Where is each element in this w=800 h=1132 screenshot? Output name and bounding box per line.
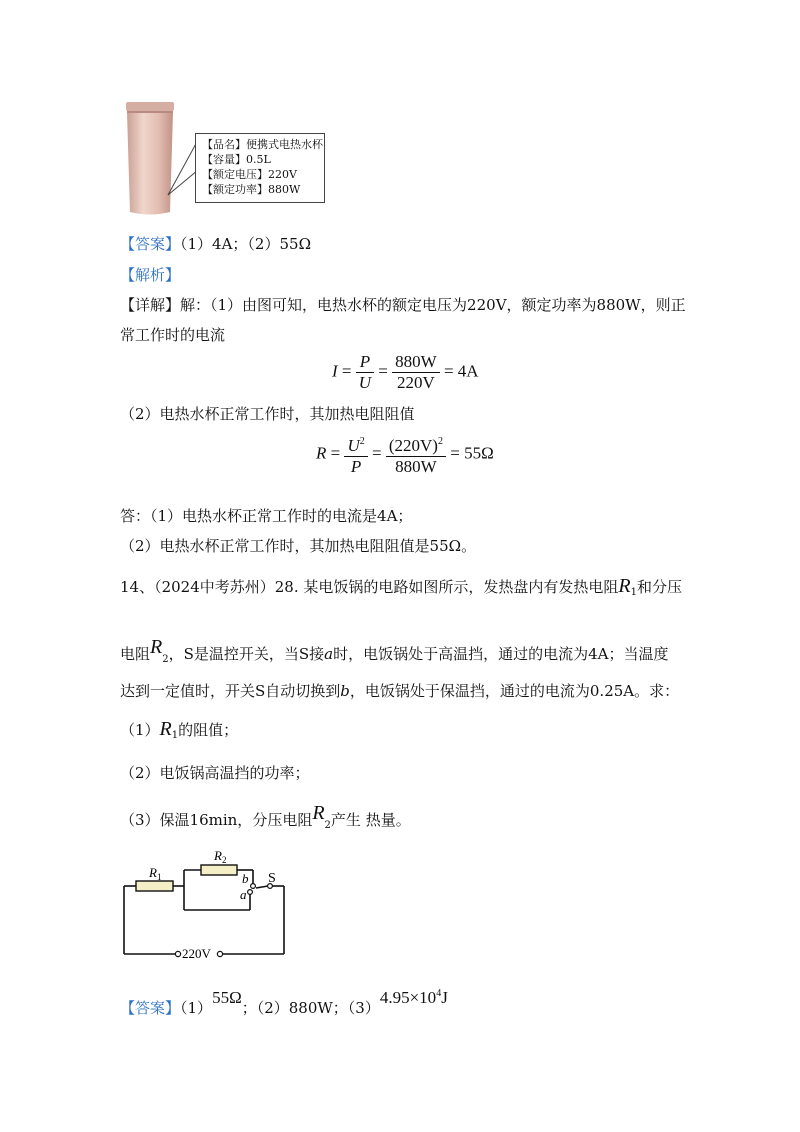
eq-denominator: 220V <box>397 373 435 392</box>
q13-answer-line <box>120 233 311 254</box>
r1-subscript: 1 <box>171 730 179 741</box>
q14-intro-text: 和分压 <box>636 578 682 596</box>
answer-value <box>380 988 448 1007</box>
eq-numerator: 880W <box>392 352 440 373</box>
reply-line-1: 答：（1）电热水杯正常工作时的电流是4A； <box>120 507 413 525</box>
fraction <box>386 432 446 477</box>
r1-symbol: R <box>159 718 172 740</box>
detail-label: 【详解】 <box>120 296 181 314</box>
r1-symbol: R <box>618 575 631 597</box>
eq-numerator: P <box>356 352 374 373</box>
r1-subscript: 1 <box>630 587 637 598</box>
eq-numerator: U <box>347 436 360 455</box>
q14-line-3 <box>120 680 679 701</box>
q14-question-1 <box>120 718 238 741</box>
source-label: 220V <box>182 946 211 961</box>
detail-line-1 <box>120 294 686 315</box>
product-spec-callout <box>195 133 325 203</box>
eq-result: 55Ω <box>464 443 494 463</box>
resistor-r1 <box>136 881 173 891</box>
eq-denominator: P <box>350 457 362 476</box>
fraction <box>356 352 374 393</box>
q14-text: ，电饭锅处于保温挡，通过的电流为0.25A。求： <box>349 682 680 700</box>
q14-answer-line <box>120 988 448 1018</box>
q14-text: 电阻 <box>120 645 151 663</box>
resistor-r2 <box>201 865 237 875</box>
eq-result: 4A <box>457 361 479 381</box>
detail-line-2: 常工作时的电流 <box>120 326 226 344</box>
eq-symbol: R <box>316 443 327 463</box>
r1-label: $R_1$ <box>149 865 162 882</box>
fraction <box>344 432 367 477</box>
answer-exponent: 4 <box>436 988 442 999</box>
eq-exponent: 2 <box>437 436 443 447</box>
eq-denominator: 880W <box>395 457 437 476</box>
eq-denominator: U <box>358 373 372 392</box>
fraction <box>392 352 440 393</box>
r2-symbol: R <box>312 802 325 824</box>
callout-line: 【额定电压】220V <box>202 168 297 181</box>
eq-symbol: I <box>332 361 338 381</box>
r2-subscript: 2 <box>324 820 331 831</box>
q14-text: ，S是温控开关，当S接 <box>168 645 325 663</box>
answer-mantissa: 4.95×10 <box>379 988 437 1007</box>
terminal-b: b <box>340 682 350 700</box>
answer-unit: J <box>441 988 448 1007</box>
terminal-a: a <box>324 645 334 663</box>
equation-current: I = $\frac{P}{U}$ = $\frac{880W}{220V}$ = 4A <box>332 352 479 392</box>
callout-line: 【品名】便携式电热水杯 <box>202 138 323 151</box>
analysis-label: 【解析】 <box>120 266 181 284</box>
terminal-a-label: a <box>240 887 247 902</box>
circuit-diagram <box>118 838 298 968</box>
callout-line: 【额定功率】880W <box>202 183 301 196</box>
q14-text: （3）保温16min，分压电阻 <box>120 811 313 829</box>
q14-text: 时，电饭锅处于高温挡，通过的电流为4A；当温度 <box>333 645 669 663</box>
callout-line: 【容量】0.5L <box>202 153 271 166</box>
answer-value: 55Ω <box>212 988 242 1007</box>
q14-text: 产生 热量。 <box>330 811 411 829</box>
part2-line: （2）电热水杯正常工作时，其加热电阻阻值 <box>120 405 415 423</box>
answer-label: 【答案】 <box>120 999 181 1017</box>
q14-question-3 <box>120 802 411 831</box>
r2-subscript: 2 <box>162 654 169 665</box>
eq-exponent: 2 <box>359 436 365 447</box>
reply-line-2: （2）电热水杯正常工作时，其加热电阻阻值是55Ω。 <box>120 537 477 555</box>
q14-intro-text: 14、（2024中考苏州）28. 某电饭锅的电路如图所示，发热盘内有发热电阻 <box>120 578 619 596</box>
answer-text: （1） <box>180 999 213 1017</box>
detail-text: 解：（1）由图可知，电热水杯的额定电压为220V，额定功率为880W，则正 <box>180 296 686 314</box>
r2-label: $R_2$ <box>214 848 227 865</box>
switch-label: S <box>268 871 276 886</box>
answer-label: 【答案】 <box>120 235 181 253</box>
q14-line-2 <box>120 636 669 665</box>
q14-question-2: （2）电饭锅高温挡的功率； <box>120 764 310 782</box>
eq-numerator: (220V) <box>388 436 438 455</box>
q14-text: 达到一定值时，开关S自动切换到 <box>120 682 341 700</box>
equation-resistance: R = $\frac{U^2}{P}$ = $\frac{(220V)^2}{880W}$ = 55Ω <box>316 432 494 477</box>
terminal-b-label: b <box>242 871 249 886</box>
q14-intro-line <box>120 575 682 598</box>
r2-symbol: R <box>150 636 163 658</box>
answer-text: ；（2）880W；（3） <box>241 999 380 1017</box>
answer-text: （1）4A；（2）55Ω <box>180 235 312 253</box>
q14-text: （1） <box>120 721 160 739</box>
q14-text: 的阻值； <box>178 721 239 739</box>
